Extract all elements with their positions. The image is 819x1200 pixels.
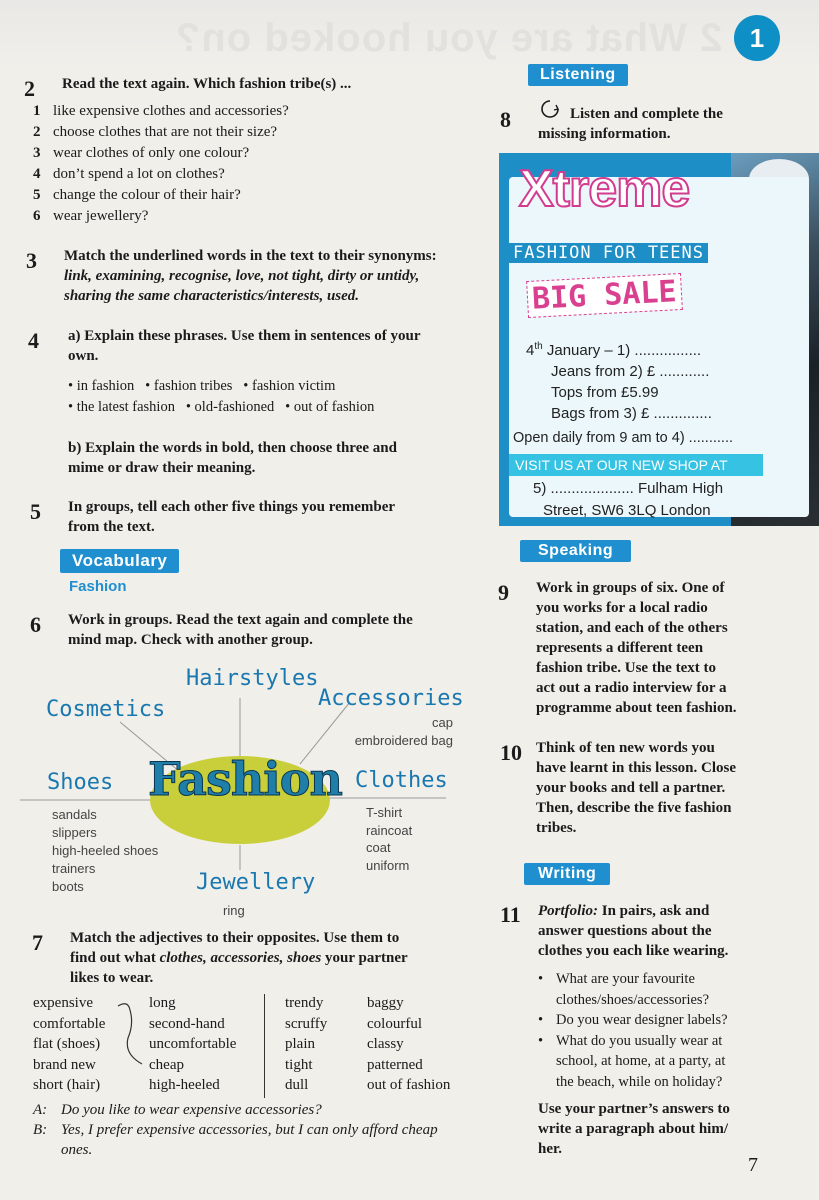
- mind-map-clothes: Clothes: [355, 768, 448, 793]
- advert-open-line: Open daily from 9 am to 4) ...........: [513, 430, 733, 446]
- column-divider: [264, 994, 265, 1098]
- vocabulary-banner: Vocabulary: [60, 549, 179, 573]
- list-item: 6 wear jewellery?: [33, 208, 149, 224]
- exercise-3-number: 3: [26, 248, 37, 273]
- unit-badge: 1: [734, 15, 780, 61]
- adjectives-column-4: baggy colourful classy patterned out of fashion: [367, 995, 451, 1093]
- exercise-8-line1: Listen and complete the: [570, 106, 723, 122]
- mind-map-cosmetics: Cosmetics: [46, 697, 166, 722]
- exercise-7-number: 7: [32, 930, 43, 955]
- exercise-6-number: 6: [30, 612, 41, 637]
- exercise-10-number: 10: [500, 740, 522, 765]
- exercise-11-number: 11: [500, 902, 521, 927]
- advert-jeans-line: Jeans from 2) £ ............: [551, 363, 710, 380]
- exercise-4-number: 4: [28, 328, 39, 353]
- adjectives-column-1: expensive comfortable flat (shoes) brand new short (hair): [33, 995, 106, 1093]
- exercise-4-phrases: • in fashion • fashion tribes • fashion victim • the latest fashion • old-fashioned • out of fashion: [68, 378, 375, 415]
- advert-tagline: FASHION FOR TEENS: [509, 243, 708, 263]
- advert-tops-line: Tops from £5.99: [551, 384, 659, 401]
- exercise-10-instruction: Think of ten new words you have learnt in this lesson. Close your books and tell a partner. Then, describe the five fashion tribes.: [536, 740, 737, 836]
- mind-map-shoes-items: sandals slippers high-heeled shoes trainers boots: [52, 807, 159, 894]
- exercise-2-list: [33, 101, 289, 227]
- exercise-11-bullets: • What are your favourite clothes/shoes/accessories? • Do you wear designer labels? • What do you usually wear at school, at home, at a party, at the beach, while on holiday?: [538, 971, 728, 1090]
- exercise-11-closing: Use your partner’s answers to write a paragraph about him/ her.: [538, 1101, 730, 1157]
- matching-line: [114, 1000, 154, 1070]
- speaking-banner: Speaking: [520, 540, 631, 562]
- ghost-unit-title: 2 What are you hooked on?: [175, 16, 723, 60]
- exercise-3-instruction: Match the underlined words in the text to their synonyms: link, examining, recognise, love, not tight, dirty or untidy, sharing the same characteristics/interests, used.: [64, 248, 437, 304]
- exercise-8-number: 8: [500, 107, 511, 132]
- adjectives-column-2: long second-hand uncomfortable cheap high-heeled: [149, 995, 237, 1093]
- mind-map-center: Fashion: [148, 752, 342, 806]
- advert-address-line2: Street, SW6 3LQ London: [543, 502, 711, 519]
- mind-map-shoes: Shoes: [47, 770, 114, 795]
- exercise-5-instruction: In groups, tell each other five things you remember from the text.: [68, 499, 396, 535]
- example-dialogue: A: Do you like to wear expensive accessories? B: Yes, I prefer expensive accessories, but I can only afford cheap ones.: [33, 1102, 438, 1158]
- list-item: 4 don’t spend a lot on clothes?: [33, 166, 225, 182]
- mind-map-hairstyles: Hairstyles: [186, 666, 319, 691]
- advert-bags-line: Bags from 3) £ ..............: [551, 405, 712, 422]
- xtreme-advert: [499, 153, 819, 526]
- list-item: 1 like expensive clothes and accessories?: [33, 103, 289, 119]
- exercise-9-instruction: Work in groups of six. One of you works for a local radio station, and each of the others represents a different teen fashion tribe. Use the text to act out a radio interview for a programme about teen fashion.: [536, 580, 737, 716]
- exercise-4a-instruction: a) Explain these phrases. Use them in sentences of your own.: [68, 328, 421, 364]
- exercise-8-line2: missing information.: [538, 126, 671, 142]
- mind-map-clothes-items: T-shirt raincoat coat uniform: [366, 805, 413, 873]
- exercise-2-number: 2: [24, 76, 35, 101]
- page-number: 7: [748, 1154, 758, 1176]
- exercise-2-instruction: Read the text again. Which fashion tribe(s) ...: [62, 76, 352, 92]
- adjectives-column-3: trendy scruffy plain tight dull: [285, 995, 328, 1093]
- listening-banner: Listening: [528, 64, 628, 86]
- exercise-5-number: 5: [30, 499, 41, 524]
- exercise-7-instruction: Match the adjectives to their opposites. Use them to find out what clothes, accessories, shoes your partner likes to wear.: [70, 930, 408, 986]
- exercise-6-instruction: Work in groups. Read the text again and complete the mind map. Check with another group.: [68, 612, 413, 648]
- advert-visit-line: VISIT US AT OUR NEW SHOP AT: [515, 457, 728, 473]
- writing-banner: Writing: [524, 863, 610, 885]
- mind-map-accessories: Accessories: [318, 686, 464, 711]
- exercise-4b-instruction: b) Explain the words in bold, then choose three and mime or draw their meaning.: [68, 440, 397, 476]
- exercise-9-number: 9: [498, 580, 509, 605]
- list-item: 2 choose clothes that are not their size?: [33, 124, 278, 140]
- exercise-11-instruction: Portfolio: In pairs, ask and answer questions about the clothes you each like wearing.: [538, 903, 729, 959]
- advert-date-line: 4th January – 1) ................: [526, 341, 702, 359]
- mind-map-accessories-items: cap embroidered bag: [354, 715, 453, 748]
- mind-map-jewellery-items: ring: [223, 903, 245, 918]
- advert-brand: Xtreme: [519, 160, 690, 218]
- advert-address-line1: 5) .................... Fulham High: [533, 480, 724, 497]
- audio-cd-icon: [538, 98, 562, 120]
- list-item: 3 wear clothes of only one colour?: [33, 145, 250, 161]
- advert-sale: BIG SALE: [526, 273, 682, 318]
- mind-map-jewellery: Jewellery: [196, 870, 316, 895]
- list-item: 5 change the colour of their hair?: [33, 187, 241, 203]
- vocabulary-subheading: Fashion: [69, 578, 127, 595]
